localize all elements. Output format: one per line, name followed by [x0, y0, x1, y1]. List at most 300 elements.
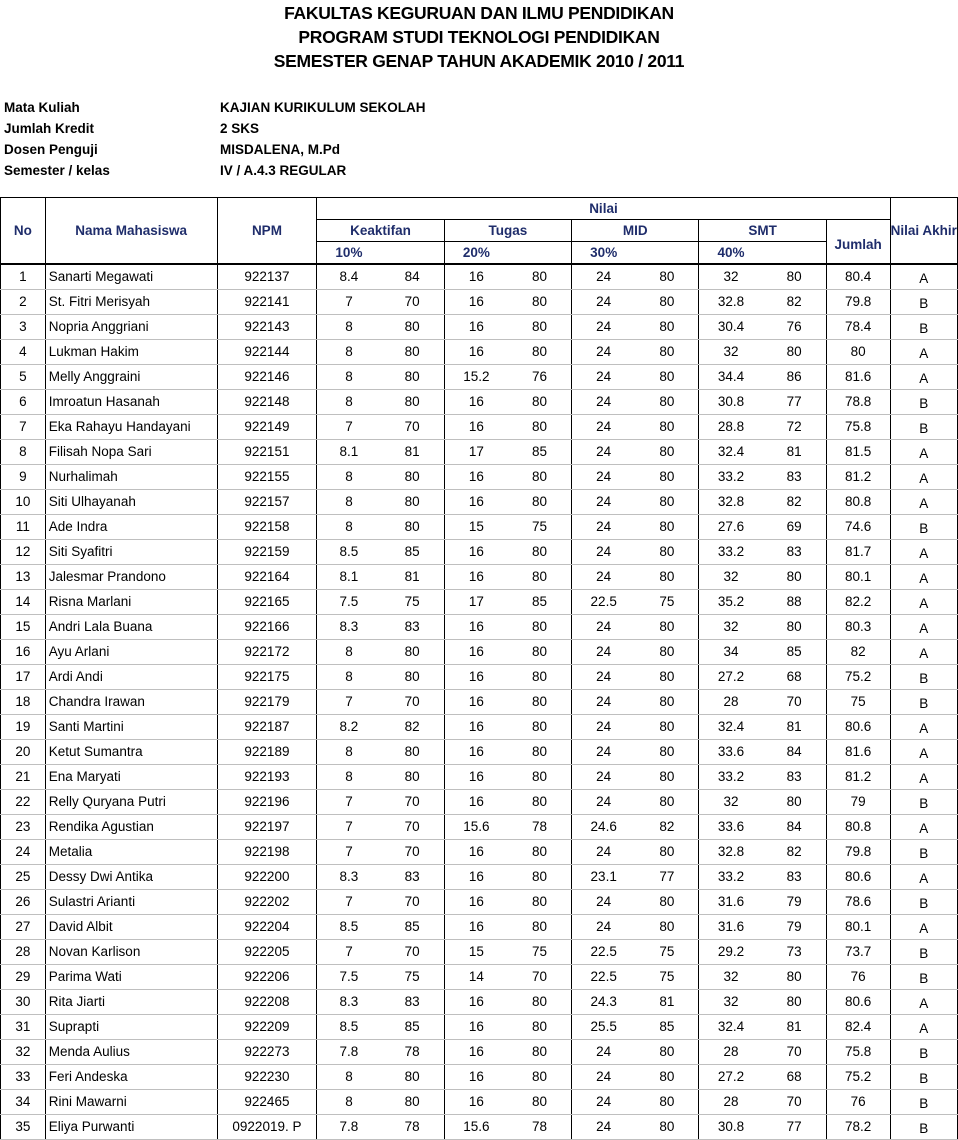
cell-no: 33 [1, 1065, 46, 1090]
cell-no: 17 [1, 665, 46, 690]
cell-smt-score: 32 [699, 965, 763, 990]
cell-npm: 922204 [217, 915, 317, 940]
cell-npm: 922179 [217, 690, 317, 715]
cell-jumlah: 78.8 [826, 390, 890, 415]
col-header-keaktifan: Keaktifan [317, 220, 444, 242]
table-row [1, 815, 958, 840]
cell-mid-value: 75 [635, 590, 699, 615]
cell-mid-score: 24 [572, 790, 636, 815]
cell-mid-score: 24 [572, 515, 636, 540]
cell-tugas-value: 80 [508, 890, 572, 915]
cell-smt-score: 30.8 [699, 1115, 763, 1140]
cell-no: 16 [1, 640, 46, 665]
cell-no: 11 [1, 515, 46, 540]
cell-keaktifan-value: 70 [381, 790, 445, 815]
cell-jumlah: 79.8 [826, 840, 890, 865]
cell-npm: 922141 [217, 290, 317, 315]
cell-keaktifan-value: 70 [381, 940, 445, 965]
cell-tugas-score: 16 [444, 390, 508, 415]
cell-tugas-score: 16 [444, 1090, 508, 1115]
cell-jumlah: 80 [826, 340, 890, 365]
cell-keaktifan-score: 7 [317, 790, 381, 815]
cell-keaktifan-score: 8.4 [317, 264, 381, 290]
cell-mid-value: 80 [635, 1090, 699, 1115]
cell-mid-value: 80 [635, 264, 699, 290]
cell-mid-value: 80 [635, 890, 699, 915]
cell-mid-value: 80 [635, 640, 699, 665]
cell-keaktifan-score: 8 [317, 465, 381, 490]
cell-tugas-value: 70 [508, 965, 572, 990]
cell-mid-score: 24 [572, 915, 636, 940]
cell-keaktifan-score: 8 [317, 515, 381, 540]
cell-nama: Rita Jiarti [45, 990, 217, 1015]
cell-mid-score: 22.5 [572, 965, 636, 990]
cell-mid-score: 24 [572, 765, 636, 790]
cell-nilai-akhir: A [890, 815, 957, 840]
header-row-1 [1, 198, 958, 220]
cell-tugas-value: 80 [508, 465, 572, 490]
cell-smt-value: 72 [763, 415, 827, 440]
weight-keaktifan: 10% [317, 242, 381, 265]
cell-npm: 922148 [217, 390, 317, 415]
cell-tugas-score: 16 [444, 715, 508, 740]
cell-smt-score: 32 [699, 565, 763, 590]
cell-npm: 922149 [217, 415, 317, 440]
table-row [1, 990, 958, 1015]
cell-jumlah: 74.6 [826, 515, 890, 540]
cell-smt-value: 80 [763, 264, 827, 290]
cell-nilai-akhir: A [890, 615, 957, 640]
cell-tugas-score: 16 [444, 690, 508, 715]
cell-mid-score: 24 [572, 264, 636, 290]
cell-no: 19 [1, 715, 46, 740]
cell-no: 26 [1, 890, 46, 915]
cell-smt-value: 81 [763, 715, 827, 740]
cell-keaktifan-score: 8 [317, 740, 381, 765]
cell-nilai-akhir: B [890, 790, 957, 815]
cell-smt-score: 33.2 [699, 865, 763, 890]
cell-mid-value: 80 [635, 665, 699, 690]
cell-no: 30 [1, 990, 46, 1015]
cell-tugas-value: 80 [508, 915, 572, 940]
cell-jumlah: 82.2 [826, 590, 890, 615]
credit-label: Jumlah Kredit [4, 121, 95, 136]
cell-smt-value: 70 [763, 1090, 827, 1115]
cell-tugas-score: 16 [444, 565, 508, 590]
cell-nilai-akhir: B [890, 1065, 957, 1090]
cell-smt-value: 83 [763, 765, 827, 790]
cell-jumlah: 80.6 [826, 990, 890, 1015]
cell-npm: 922159 [217, 540, 317, 565]
cell-npm: 922146 [217, 365, 317, 390]
weight-mid: 30% [572, 242, 636, 265]
cell-nama: Jalesmar Prandono [45, 565, 217, 590]
cell-tugas-score: 15.6 [444, 815, 508, 840]
cell-keaktifan-value: 82 [381, 715, 445, 740]
cell-no: 21 [1, 765, 46, 790]
weight-spacer [381, 242, 445, 265]
cell-smt-score: 33.2 [699, 540, 763, 565]
cell-keaktifan-score: 7 [317, 840, 381, 865]
cell-mid-value: 80 [635, 790, 699, 815]
cell-npm: 922208 [217, 990, 317, 1015]
cell-smt-score: 32.8 [699, 840, 763, 865]
cell-smt-score: 27.2 [699, 665, 763, 690]
cell-keaktifan-value: 83 [381, 865, 445, 890]
cell-mid-score: 24 [572, 390, 636, 415]
cell-nilai-akhir: A [890, 990, 957, 1015]
cell-mid-score: 24 [572, 1065, 636, 1090]
examiner-value: MISDALENA, M.Pd [220, 142, 340, 157]
cell-mid-value: 80 [635, 690, 699, 715]
cell-mid-value: 80 [635, 340, 699, 365]
table-row [1, 765, 958, 790]
cell-smt-score: 32.4 [699, 440, 763, 465]
cell-keaktifan-score: 7.8 [317, 1115, 381, 1140]
cell-smt-value: 79 [763, 890, 827, 915]
cell-keaktifan-score: 8.5 [317, 540, 381, 565]
cell-smt-value: 81 [763, 440, 827, 465]
cell-mid-value: 80 [635, 390, 699, 415]
cell-tugas-value: 75 [508, 940, 572, 965]
cell-nama: Feri Andeska [45, 1065, 217, 1090]
table-row [1, 615, 958, 640]
cell-tugas-score: 16 [444, 665, 508, 690]
cell-mid-score: 24 [572, 290, 636, 315]
cell-tugas-score: 16 [444, 540, 508, 565]
cell-mid-score: 24 [572, 665, 636, 690]
cell-nilai-akhir: A [890, 865, 957, 890]
cell-no: 13 [1, 565, 46, 590]
cell-nilai-akhir: A [890, 264, 957, 290]
cell-smt-value: 82 [763, 290, 827, 315]
cell-smt-value: 77 [763, 390, 827, 415]
cell-tugas-value: 80 [508, 790, 572, 815]
cell-jumlah: 78.6 [826, 890, 890, 915]
credit-value: 2 SKS [220, 121, 260, 136]
cell-tugas-score: 16 [444, 740, 508, 765]
table-row [1, 315, 958, 340]
cell-smt-value: 80 [763, 615, 827, 640]
cell-tugas-score: 16 [444, 1015, 508, 1040]
cell-nama: Parima Wati [45, 965, 217, 990]
cell-jumlah: 80.1 [826, 565, 890, 590]
cell-keaktifan-score: 7 [317, 890, 381, 915]
cell-jumlah: 81.6 [826, 740, 890, 765]
cell-smt-score: 27.2 [699, 1065, 763, 1090]
cell-keaktifan-score: 8.1 [317, 565, 381, 590]
cell-no: 1 [1, 264, 46, 290]
cell-mid-value: 80 [635, 615, 699, 640]
cell-jumlah: 79.8 [826, 290, 890, 315]
cell-no: 12 [1, 540, 46, 565]
cell-tugas-value: 80 [508, 490, 572, 515]
cell-tugas-score: 16 [444, 915, 508, 940]
cell-smt-score: 33.2 [699, 465, 763, 490]
examiner-label: Dosen Penguji [4, 142, 98, 157]
cell-smt-value: 77 [763, 1115, 827, 1140]
cell-smt-value: 86 [763, 365, 827, 390]
cell-smt-value: 70 [763, 690, 827, 715]
cell-keaktifan-value: 80 [381, 665, 445, 690]
cell-tugas-score: 16 [444, 465, 508, 490]
cell-keaktifan-value: 80 [381, 340, 445, 365]
cell-npm: 0922019. P [217, 1115, 317, 1140]
cell-tugas-score: 16 [444, 990, 508, 1015]
cell-nama: Sanarti Megawati [45, 264, 217, 290]
cell-nama: Ena Maryati [45, 765, 217, 790]
cell-npm: 922151 [217, 440, 317, 465]
cell-no: 5 [1, 365, 46, 390]
cell-jumlah: 78.4 [826, 315, 890, 340]
table-row [1, 590, 958, 615]
cell-no: 2 [1, 290, 46, 315]
cell-keaktifan-value: 70 [381, 890, 445, 915]
cell-nilai-akhir: B [890, 515, 957, 540]
cell-tugas-score: 16 [444, 490, 508, 515]
cell-no: 8 [1, 440, 46, 465]
cell-mid-value: 80 [635, 465, 699, 490]
cell-nama: Ade Indra [45, 515, 217, 540]
cell-keaktifan-score: 8 [317, 490, 381, 515]
cell-mid-score: 24 [572, 690, 636, 715]
cell-no: 6 [1, 390, 46, 415]
cell-mid-value: 80 [635, 490, 699, 515]
cell-smt-value: 69 [763, 515, 827, 540]
cell-jumlah: 81.7 [826, 540, 890, 565]
cell-keaktifan-value: 70 [381, 290, 445, 315]
table-row [1, 565, 958, 590]
table-row [1, 515, 958, 540]
semester-class-value: IV / A.4.3 REGULAR [220, 163, 347, 178]
cell-nilai-akhir: A [890, 440, 957, 465]
cell-smt-value: 80 [763, 965, 827, 990]
cell-mid-value: 80 [635, 365, 699, 390]
table-row [1, 790, 958, 815]
table-row [1, 490, 958, 515]
cell-tugas-value: 80 [508, 340, 572, 365]
cell-nilai-akhir: A [890, 640, 957, 665]
cell-nilai-akhir: B [890, 965, 957, 990]
table-row [1, 1065, 958, 1090]
cell-mid-score: 25.5 [572, 1015, 636, 1040]
table-row [1, 415, 958, 440]
cell-tugas-score: 15 [444, 940, 508, 965]
cell-smt-value: 80 [763, 990, 827, 1015]
cell-jumlah: 76 [826, 965, 890, 990]
cell-no: 4 [1, 340, 46, 365]
cell-nilai-akhir: A [890, 465, 957, 490]
cell-smt-score: 32 [699, 990, 763, 1015]
cell-smt-score: 33.6 [699, 815, 763, 840]
cell-keaktifan-score: 8 [317, 765, 381, 790]
cell-mid-score: 23.1 [572, 865, 636, 890]
cell-smt-score: 32.4 [699, 1015, 763, 1040]
cell-smt-score: 33.2 [699, 765, 763, 790]
cell-keaktifan-value: 85 [381, 1015, 445, 1040]
cell-tugas-score: 16 [444, 1065, 508, 1090]
cell-keaktifan-value: 80 [381, 315, 445, 340]
cell-tugas-value: 80 [508, 640, 572, 665]
table-row [1, 940, 958, 965]
cell-keaktifan-score: 8.3 [317, 990, 381, 1015]
cell-jumlah: 81.6 [826, 365, 890, 390]
cell-mid-value: 80 [635, 915, 699, 940]
cell-tugas-value: 80 [508, 665, 572, 690]
cell-keaktifan-score: 7 [317, 415, 381, 440]
course-info [4, 97, 426, 181]
cell-mid-score: 24 [572, 565, 636, 590]
cell-smt-value: 70 [763, 1040, 827, 1065]
cell-keaktifan-score: 8.5 [317, 1015, 381, 1040]
cell-npm: 922200 [217, 865, 317, 890]
cell-smt-score: 29.2 [699, 940, 763, 965]
cell-jumlah: 75.8 [826, 415, 890, 440]
cell-mid-value: 80 [635, 715, 699, 740]
cell-nama: Relly Quryana Putri [45, 790, 217, 815]
cell-tugas-value: 80 [508, 315, 572, 340]
cell-mid-value: 80 [635, 440, 699, 465]
cell-jumlah: 75.8 [826, 1040, 890, 1065]
cell-keaktifan-value: 80 [381, 1090, 445, 1115]
cell-jumlah: 80.8 [826, 815, 890, 840]
cell-tugas-value: 76 [508, 365, 572, 390]
cell-smt-value: 88 [763, 590, 827, 615]
cell-mid-score: 24 [572, 365, 636, 390]
cell-keaktifan-score: 8 [317, 365, 381, 390]
cell-nama: Melly Anggraini [45, 365, 217, 390]
cell-tugas-value: 80 [508, 1090, 572, 1115]
cell-nama: Santi Martini [45, 715, 217, 740]
cell-jumlah: 80.8 [826, 490, 890, 515]
cell-smt-value: 83 [763, 465, 827, 490]
course-info-row [4, 139, 426, 160]
cell-npm: 922205 [217, 940, 317, 965]
cell-tugas-score: 15.6 [444, 1115, 508, 1140]
cell-jumlah: 78.2 [826, 1115, 890, 1140]
table-row [1, 965, 958, 990]
cell-nilai-akhir: B [890, 940, 957, 965]
cell-nama: Eliya Purwanti [45, 1115, 217, 1140]
cell-keaktifan-score: 8 [317, 315, 381, 340]
cell-nilai-akhir: A [890, 740, 957, 765]
cell-no: 32 [1, 1040, 46, 1065]
cell-mid-value: 80 [635, 415, 699, 440]
cell-no: 34 [1, 1090, 46, 1115]
cell-nilai-akhir: B [890, 890, 957, 915]
cell-tugas-value: 80 [508, 1065, 572, 1090]
cell-nilai-akhir: B [890, 665, 957, 690]
cell-nilai-akhir: B [890, 315, 957, 340]
cell-jumlah: 81.2 [826, 765, 890, 790]
cell-tugas-score: 16 [444, 765, 508, 790]
cell-smt-value: 81 [763, 1015, 827, 1040]
cell-keaktifan-score: 8.3 [317, 865, 381, 890]
cell-mid-value: 80 [635, 565, 699, 590]
cell-npm: 922465 [217, 1090, 317, 1115]
cell-mid-score: 24 [572, 340, 636, 365]
cell-mid-value: 80 [635, 315, 699, 340]
cell-smt-value: 82 [763, 840, 827, 865]
cell-keaktifan-score: 8 [317, 1065, 381, 1090]
cell-smt-value: 84 [763, 815, 827, 840]
cell-mid-score: 24.6 [572, 815, 636, 840]
cell-nama: Nurhalimah [45, 465, 217, 490]
cell-smt-value: 82 [763, 490, 827, 515]
cell-smt-value: 68 [763, 665, 827, 690]
cell-nilai-akhir: A [890, 490, 957, 515]
cell-mid-score: 24 [572, 840, 636, 865]
cell-npm: 922155 [217, 465, 317, 490]
cell-smt-value: 85 [763, 640, 827, 665]
cell-keaktifan-value: 80 [381, 365, 445, 390]
cell-npm: 922202 [217, 890, 317, 915]
cell-no: 10 [1, 490, 46, 515]
cell-tugas-score: 14 [444, 965, 508, 990]
cell-mid-score: 24 [572, 415, 636, 440]
cell-npm: 922158 [217, 515, 317, 540]
cell-keaktifan-value: 80 [381, 640, 445, 665]
cell-tugas-score: 16 [444, 840, 508, 865]
cell-mid-score: 22.5 [572, 940, 636, 965]
cell-nama: Suprapti [45, 1015, 217, 1040]
cell-nilai-akhir: B [890, 290, 957, 315]
cell-smt-value: 68 [763, 1065, 827, 1090]
cell-jumlah: 81.5 [826, 440, 890, 465]
cell-keaktifan-value: 85 [381, 540, 445, 565]
cell-tugas-value: 80 [508, 390, 572, 415]
cell-npm: 922187 [217, 715, 317, 740]
table-row [1, 665, 958, 690]
table-row [1, 640, 958, 665]
cell-tugas-value: 85 [508, 590, 572, 615]
cell-no: 35 [1, 1115, 46, 1140]
weight-spacer [763, 242, 827, 265]
cell-tugas-value: 80 [508, 1015, 572, 1040]
cell-no: 29 [1, 965, 46, 990]
cell-smt-score: 32.8 [699, 290, 763, 315]
cell-mid-value: 80 [635, 1065, 699, 1090]
cell-tugas-value: 75 [508, 515, 572, 540]
cell-tugas-value: 80 [508, 990, 572, 1015]
cell-no: 20 [1, 740, 46, 765]
cell-smt-value: 84 [763, 740, 827, 765]
cell-jumlah: 80.6 [826, 865, 890, 890]
cell-nilai-akhir: A [890, 565, 957, 590]
cell-keaktifan-score: 8 [317, 340, 381, 365]
cell-smt-value: 80 [763, 565, 827, 590]
cell-keaktifan-score: 8 [317, 665, 381, 690]
weight-tugas: 20% [444, 242, 508, 265]
cell-nama: Imroatun Hasanah [45, 390, 217, 415]
cell-tugas-score: 16 [444, 340, 508, 365]
cell-smt-score: 32 [699, 615, 763, 640]
cell-mid-value: 80 [635, 840, 699, 865]
cell-nilai-akhir: A [890, 340, 957, 365]
cell-tugas-value: 80 [508, 565, 572, 590]
cell-tugas-score: 15.2 [444, 365, 508, 390]
cell-keaktifan-value: 75 [381, 965, 445, 990]
cell-mid-score: 24 [572, 315, 636, 340]
cell-mid-value: 80 [635, 1040, 699, 1065]
cell-no: 23 [1, 815, 46, 840]
cell-mid-value: 81 [635, 990, 699, 1015]
cell-jumlah: 80.4 [826, 264, 890, 290]
cell-tugas-score: 17 [444, 590, 508, 615]
cell-tugas-score: 16 [444, 415, 508, 440]
cell-keaktifan-value: 80 [381, 515, 445, 540]
cell-smt-score: 31.6 [699, 890, 763, 915]
